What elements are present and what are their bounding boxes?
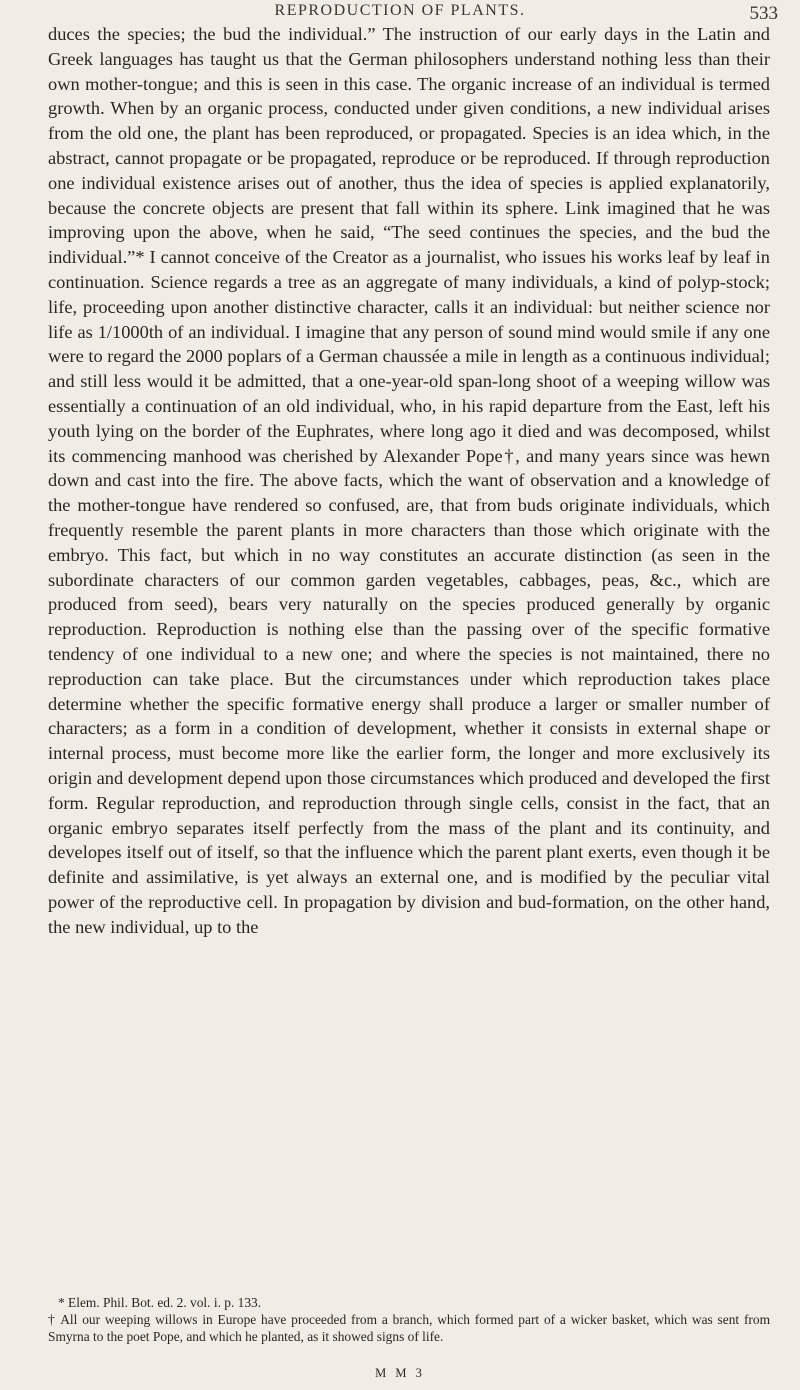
footnotes bbox=[48, 1294, 770, 1345]
footnote-1: * Elem. Phil. Bot. ed. 2. vol. i. p. 133. bbox=[58, 1295, 262, 1310]
body-text bbox=[48, 22, 770, 939]
footnote-2: † All our weeping willows in Europe have proceeded from a branch, which formed part of a wicker basket, which was sent from Smyrna to the poet Pope, and which he planted, as it showed signs of life. bbox=[48, 1312, 770, 1344]
page-number: 533 bbox=[749, 3, 778, 24]
running-head: REPRODUCTION OF PLANTS. bbox=[274, 2, 526, 19]
body-paragraph: duces the species; the bud the individual.” The instruction of our early days in the Latin and Greek languages has taught us that the German philosophers understand nothing less than their own mother-tongue; and this is seen in this case. The organic increase of an individual is termed growth. When by an organic process, conducted under given conditions, a new individual arises from the old one, the plant has been reproduced, or propagated. Species is an idea which, in the abstract, cannot propagate or be propagated, reproduce or be reproduced. If through reproduction one individual existence arises out of another, thus the idea of species is applied explanatorily, because the concrete objects are present that fall within its sphere. Link imagined that he was improving upon the above, when he said, “The seed continues the species, and the bud the individual.”* I cannot conceive of the Creator as a journalist, who issues his works leaf by leaf in continuation. Science regards a tree as an aggregate of many individuals, a kind of polyp-stock; life, proceeding upon another distinctive character, calls it an individual: but neither science nor life as 1/1000th of an individual. I imagine that any person of sound mind would smile if any one were to regard the 2000 poplars of a German chaussée a mile in length as a continuous individual; and still less would it be admitted, that a one-year-old span-long shoot of a weeping willow was essentially a continuation of an old individual, who, in his rapid departure from the East, left his youth lying on the border of the Euphrates, where long ago it died and was decomposed, whilst its commencing manhood was cherished by Alexander Pope†, and many years since was hewn down and cast into the fire. The above facts, which the want of observation and a knowledge of the mother-tongue have rendered so confused, are, that from buds originate individuals, which frequently resemble the parent plants in more characters than those which originate with the embryo. This fact, but which in no way constitutes an accurate distinction (as seen in the subordinate characters of our common garden vegetables, cabbages, peas, &c., which are produced from seed), bears very naturally on the species produced generally by organic reproduction. Reproduction is nothing else than the passing over of the specific formative tendency of one individual to a new one; and where the species is not maintained, there no reproduction can take place. But the circumstances under which reproduction takes place determine whether the specific formative energy shall produce a larger or smaller number of characters; as a form in a condition of development, whether it consists in external shape or internal process, must become more like the earlier form, the longer and more exclusively its origin and development depend upon those circumstances which produced and developed the first form. Regular reproduction, and reproduction through single cells, consist in the fact, that an organic embryo separates itself perfectly from the mass of the plant and its continuity, and developes itself out of itself, so that the influence which the parent plant exerts, even though it be definite and assimilative, is yet always an external one, and is modified by the peculiar vital power of the reproductive cell. In propagation by division and bud-formation, on the other hand, the new individual, up to the bbox=[48, 24, 770, 937]
signature-mark: M M 3 bbox=[375, 1366, 425, 1380]
